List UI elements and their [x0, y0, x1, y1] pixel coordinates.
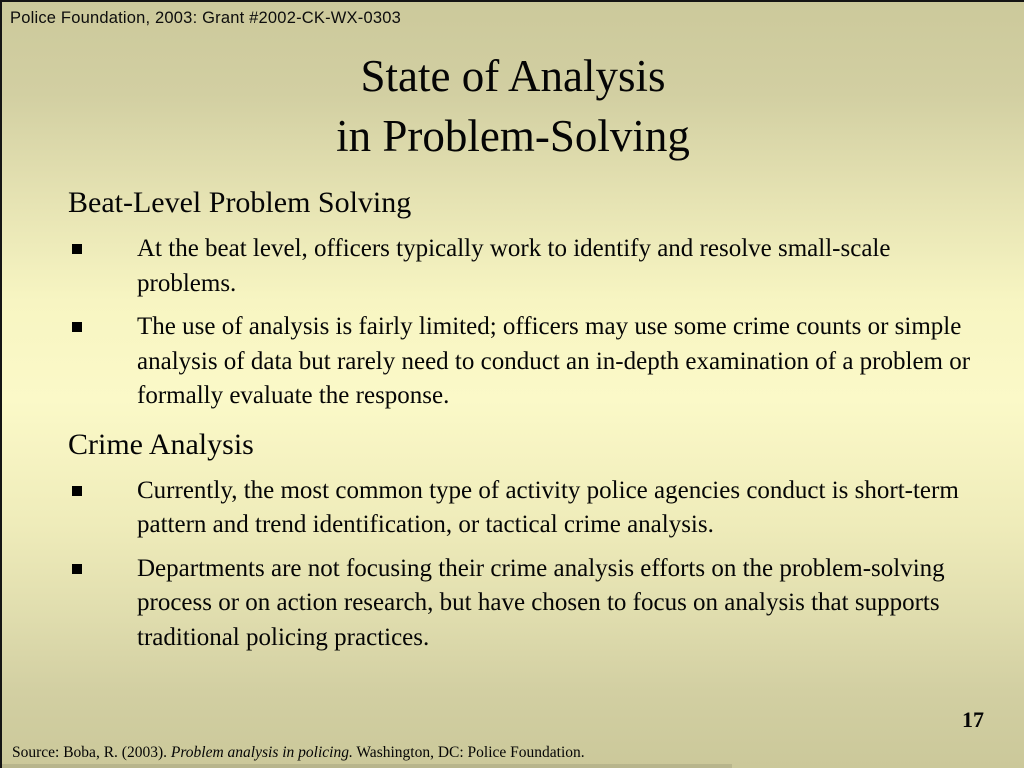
section-heading-crime-analysis: Crime Analysis [68, 427, 254, 461]
grant-header-note: Police Foundation, 2003: Grant #2002-CK-WX-0303 [10, 9, 401, 27]
bullet-item [72, 552, 972, 656]
page-number: 17 [962, 707, 984, 732]
bullet-square-icon [72, 564, 82, 574]
bullet-text: Currently, the most common type of activity police agencies conduct is short-term pattern and trend identification, or tactical crime analysis. [137, 476, 959, 538]
bullet-text: The use of analysis is fairly limited; officers may use some crime counts or simple analysis of data but rarely need to conduct an in-depth examination of a problem or formally evaluate the response. [137, 313, 971, 409]
source-citation-book-title: Problem analysis in policing. [170, 744, 353, 761]
source-citation [12, 744, 585, 762]
source-citation-suffix: Washington, DC: Police Foundation. [352, 744, 585, 761]
slide-body [2, 186, 1024, 655]
slide-title-line2: in Problem-Solving [336, 111, 690, 161]
bullet-item [72, 232, 972, 301]
source-citation-prefix: Source: Boba, R. (2003). [12, 744, 171, 761]
slide-title-line1: State of Analysis [360, 51, 666, 101]
bullet-square-icon [72, 486, 82, 496]
bullet-item [72, 474, 972, 543]
bullet-item [72, 310, 972, 414]
section-heading-beat-level-problem-solving: Beat-Level Problem Solving [68, 186, 412, 219]
bottom-edge-shade [2, 764, 732, 768]
bullet-text: At the beat level, officers typically work to identify and resolve small-scale problems. [137, 235, 891, 297]
bullet-text: Departments are not focusing their crime analysis efforts on the problem-solving process or on action research, but have chosen to focus on analysis that supports traditional policing practices. [137, 554, 945, 651]
bullet-square-icon [72, 322, 82, 332]
bullet-square-icon [72, 244, 82, 254]
